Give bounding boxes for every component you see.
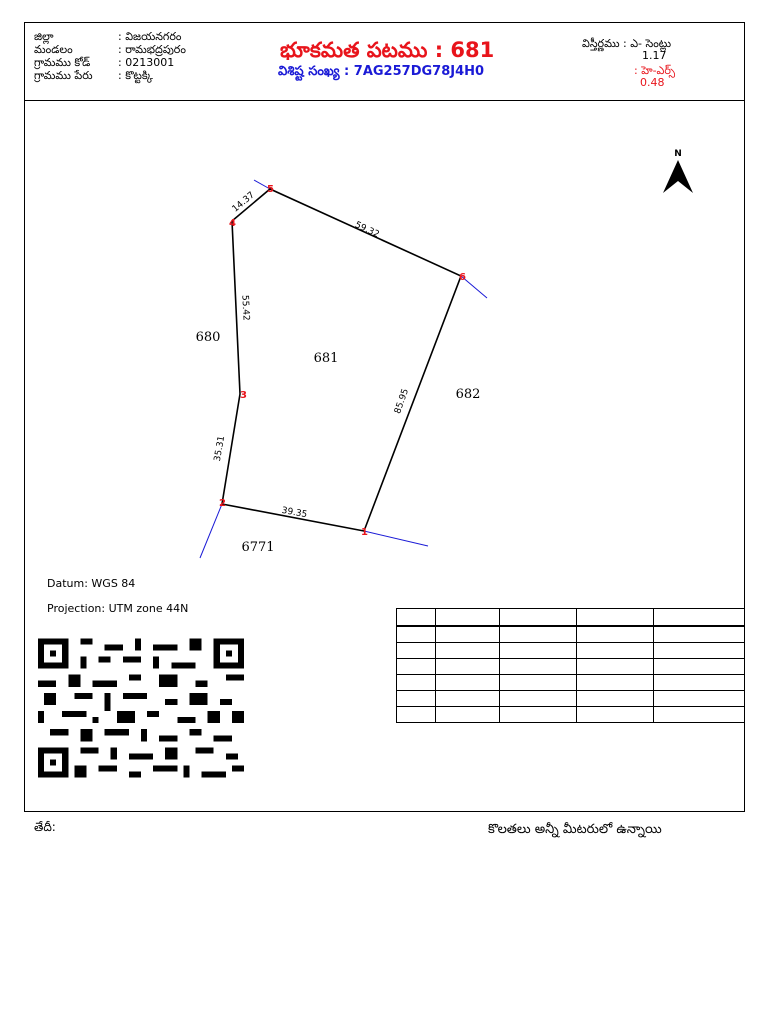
- table-header-row: [397, 609, 745, 627]
- mandal-label: మండలం: [34, 43, 73, 56]
- table-row: [397, 675, 745, 691]
- coordinate-table: [396, 608, 745, 723]
- vertex-label: 2: [219, 498, 226, 509]
- edge-length-label: 85.95: [393, 387, 412, 416]
- page-title: భూకమత పటము : 681: [280, 38, 495, 62]
- north-arrow-icon: [663, 160, 693, 193]
- unique-id: విశిష్ట సంఖ్య : 7AG257DG78J4H0: [278, 64, 485, 79]
- edge-length-label: 55.42: [239, 294, 251, 322]
- vertex-label: 1: [361, 527, 368, 538]
- table-row: [397, 643, 745, 659]
- table-row: [397, 659, 745, 675]
- qr-code-icon: [38, 638, 244, 778]
- area-acre-value: 1.17: [642, 49, 667, 62]
- parcel-boundary: [222, 189, 461, 531]
- units-note: కొలతలు అన్నీ మీటరులో ఉన్నాయి: [488, 822, 662, 837]
- edge-length-label: 14.37: [230, 190, 257, 215]
- edge-length-label: 35.31: [212, 435, 228, 463]
- table-row: [397, 691, 745, 707]
- table-row: [397, 626, 745, 643]
- vertex-label: 6: [459, 272, 466, 283]
- village-name-value: : కొట్టక్కి: [118, 69, 153, 82]
- edge-length-label: 59.32: [353, 220, 381, 241]
- edge-length-label: 39.35: [280, 505, 308, 521]
- north-label: N: [674, 149, 682, 159]
- area-acre-label: విస్తీర్ణము : ఎ- సెంట్లు: [582, 37, 672, 50]
- district-label: జిల్లా: [34, 30, 54, 43]
- village-code-label: గ్రామము కోడ్: [34, 56, 91, 69]
- extension-line: [364, 531, 428, 546]
- vertex-label: 3: [240, 390, 247, 401]
- projection-text: Projection: UTM zone 44N: [47, 602, 189, 615]
- neighbor-parcel-south: 6771: [241, 540, 275, 555]
- mandal-value: : రామభద్రపురం: [118, 43, 186, 56]
- neighbor-parcel-west: 680: [195, 330, 221, 345]
- area-hectare-label: : హె-ఎర్స్: [634, 64, 676, 77]
- table-row: [397, 707, 745, 723]
- vertex-label: 5: [267, 184, 274, 195]
- neighbor-parcel-east: 682: [455, 387, 481, 402]
- area-hectare-value: 0.48: [640, 76, 665, 89]
- vertex-label: 4: [229, 218, 236, 229]
- parcel-number: 681: [313, 351, 339, 366]
- village-code-value: : 0213001: [118, 56, 175, 69]
- district-value: : విజయనగరం: [118, 30, 182, 43]
- extension-line: [200, 504, 222, 558]
- date-label: తేదీ:: [34, 820, 56, 834]
- datum-text: Datum: WGS 84: [47, 577, 136, 590]
- village-name-label: గ్రామము పేరు: [34, 69, 93, 82]
